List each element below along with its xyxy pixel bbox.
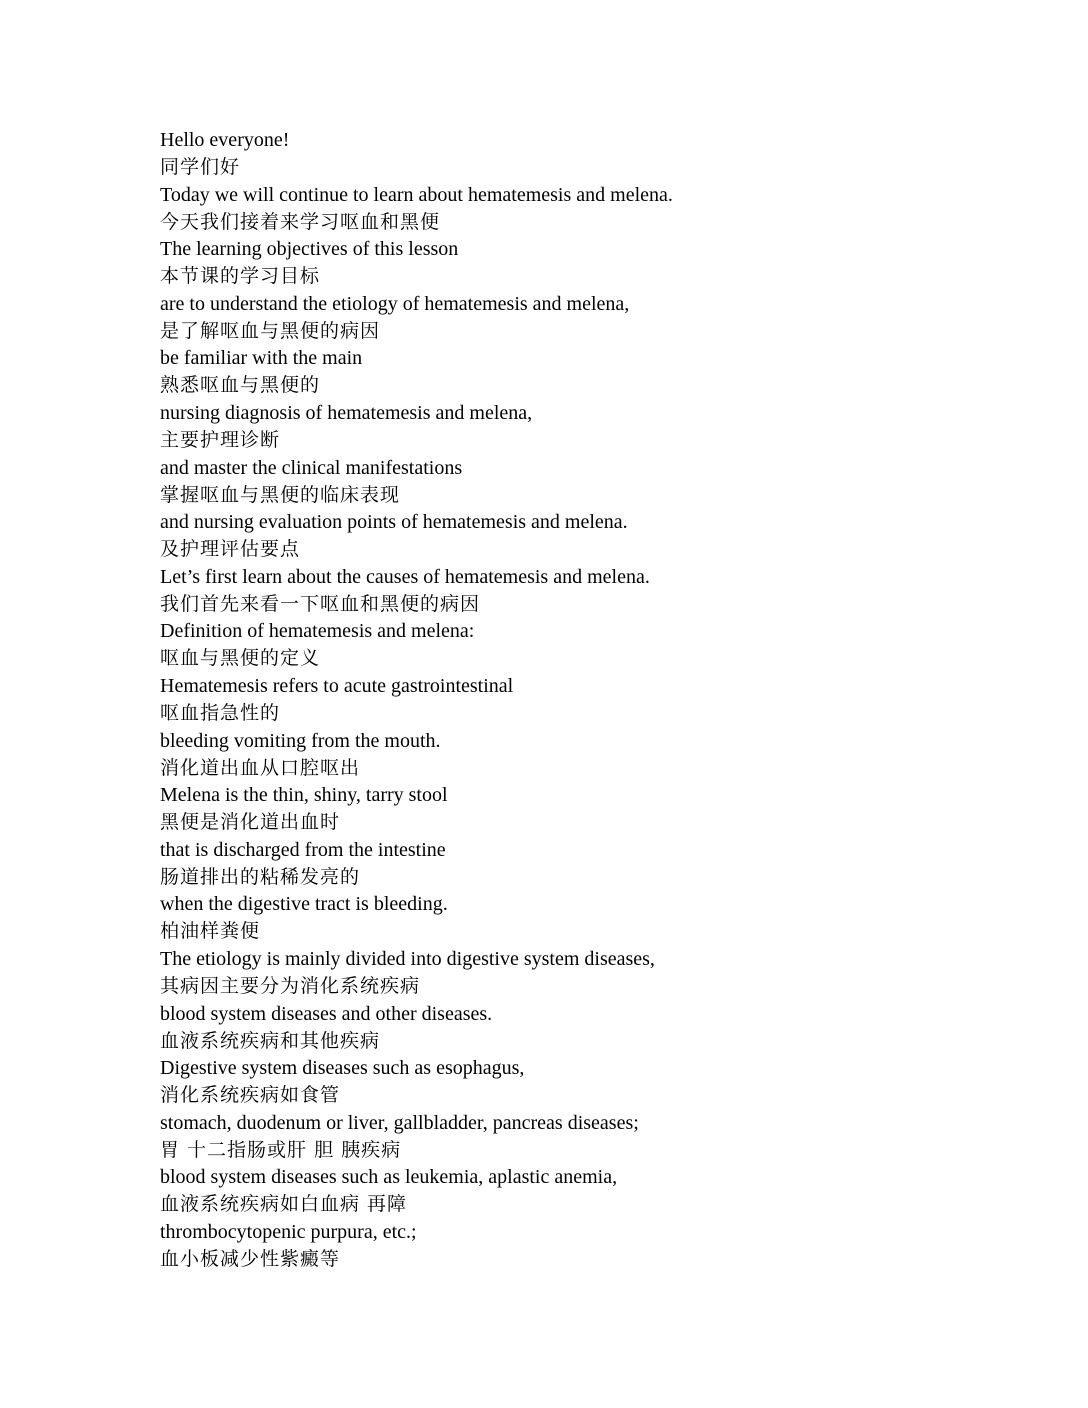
transcript-body [160, 127, 1040, 1273]
chinese-line: 呕血与黑便的定义 [160, 647, 321, 670]
chinese-line: 肠道排出的粘稀发亮的 [160, 865, 361, 888]
transcript-pair [160, 1110, 1040, 1165]
english-line: stomach, duodenum or liver, gallbladder, pancreas diseases; [160, 1111, 639, 1134]
transcript-pair [160, 618, 1040, 673]
transcript-pair [160, 455, 1040, 510]
transcript-pair [160, 837, 1040, 892]
english-line: Let’s first learn about the causes of hematemesis and melena. [160, 565, 650, 588]
transcript-pair [160, 236, 1040, 291]
english-line: The etiology is mainly divided into digestive system diseases, [160, 947, 655, 970]
english-line: blood system diseases and other diseases. [160, 1002, 493, 1025]
chinese-line: 同学们好 [160, 156, 241, 178]
english-line: Melena is the thin, shiny, tarry stool [160, 784, 448, 807]
chinese-line: 是了解呕血与黑便的病因 [160, 319, 381, 342]
english-line: be familiar with the main [160, 347, 363, 370]
english-line: are to understand the etiology of hematemesis and melena, [160, 292, 630, 315]
transcript-pair [160, 345, 1040, 400]
transcript-pair [160, 1001, 1040, 1056]
chinese-line: 掌握呕血与黑便的临床表现 [160, 483, 401, 506]
english-line: when the digestive tract is bleeding. [160, 893, 448, 916]
chinese-line: 消化道出血从口腔呕出 [160, 756, 361, 779]
chinese-line: 我们首先来看一下呕血和黑便的病因 [160, 592, 481, 615]
chinese-line: 胃 十二指肠或肝 胆 胰疾病 [160, 1138, 402, 1161]
chinese-line: 今天我们接着来学习呕血和黑便 [160, 210, 441, 233]
transcript-pair [160, 946, 1040, 1001]
english-line: Today we will continue to learn about hematemesis and melena. [160, 183, 673, 206]
chinese-line: 熟悉呕血与黑便的 [160, 374, 321, 397]
chinese-line: 呕血指急性的 [160, 701, 281, 724]
english-line: Digestive system diseases such as esophagus, [160, 1057, 525, 1080]
english-line: Hello everyone! [160, 129, 290, 151]
english-line: blood system diseases such as leukemia, aplastic anemia, [160, 1166, 618, 1189]
english-line: bleeding vomiting from the mouth. [160, 729, 441, 752]
chinese-line: 本节课的学习目标 [160, 265, 321, 288]
transcript-pair [160, 1219, 1040, 1274]
english-line: that is discharged from the intestine [160, 838, 446, 861]
transcript-pair [160, 509, 1040, 564]
english-line: thrombocytopenic purpura, etc.; [160, 1220, 417, 1243]
chinese-line: 血液系统疾病和其他疾病 [160, 1029, 381, 1052]
english-line: The learning objectives of this lesson [160, 238, 459, 261]
chinese-line: 其病因主要分为消化系统疾病 [160, 974, 421, 997]
chinese-line: 黑便是消化道出血时 [160, 811, 341, 834]
transcript-pair [160, 182, 1040, 237]
transcript-pair [160, 127, 1040, 182]
chinese-line: 及护理评估要点 [160, 538, 301, 561]
english-line: and nursing evaluation points of hematemesis and melena. [160, 511, 628, 534]
transcript-pair [160, 291, 1040, 346]
transcript-pair [160, 400, 1040, 455]
transcript-pair [160, 1055, 1040, 1110]
chinese-line: 柏油样粪便 [160, 920, 261, 943]
chinese-line: 主要护理诊断 [160, 428, 281, 451]
chinese-line: 血小板减少性紫癜等 [160, 1247, 341, 1270]
transcript-pair [160, 564, 1040, 619]
transcript-pair [160, 782, 1040, 837]
transcript-pair [160, 673, 1040, 728]
transcript-pair [160, 891, 1040, 946]
chinese-line: 血液系统疾病如白血病 再障 [160, 1193, 408, 1216]
english-line: Definition of hematemesis and melena: [160, 620, 475, 643]
english-line: and master the clinical manifestations [160, 456, 463, 479]
transcript-pair [160, 1164, 1040, 1219]
english-line: Hematemesis refers to acute gastrointestinal [160, 674, 514, 697]
english-line: nursing diagnosis of hematemesis and melena, [160, 401, 533, 424]
chinese-line: 消化系统疾病如食管 [160, 1084, 341, 1107]
transcript-pair [160, 728, 1040, 783]
